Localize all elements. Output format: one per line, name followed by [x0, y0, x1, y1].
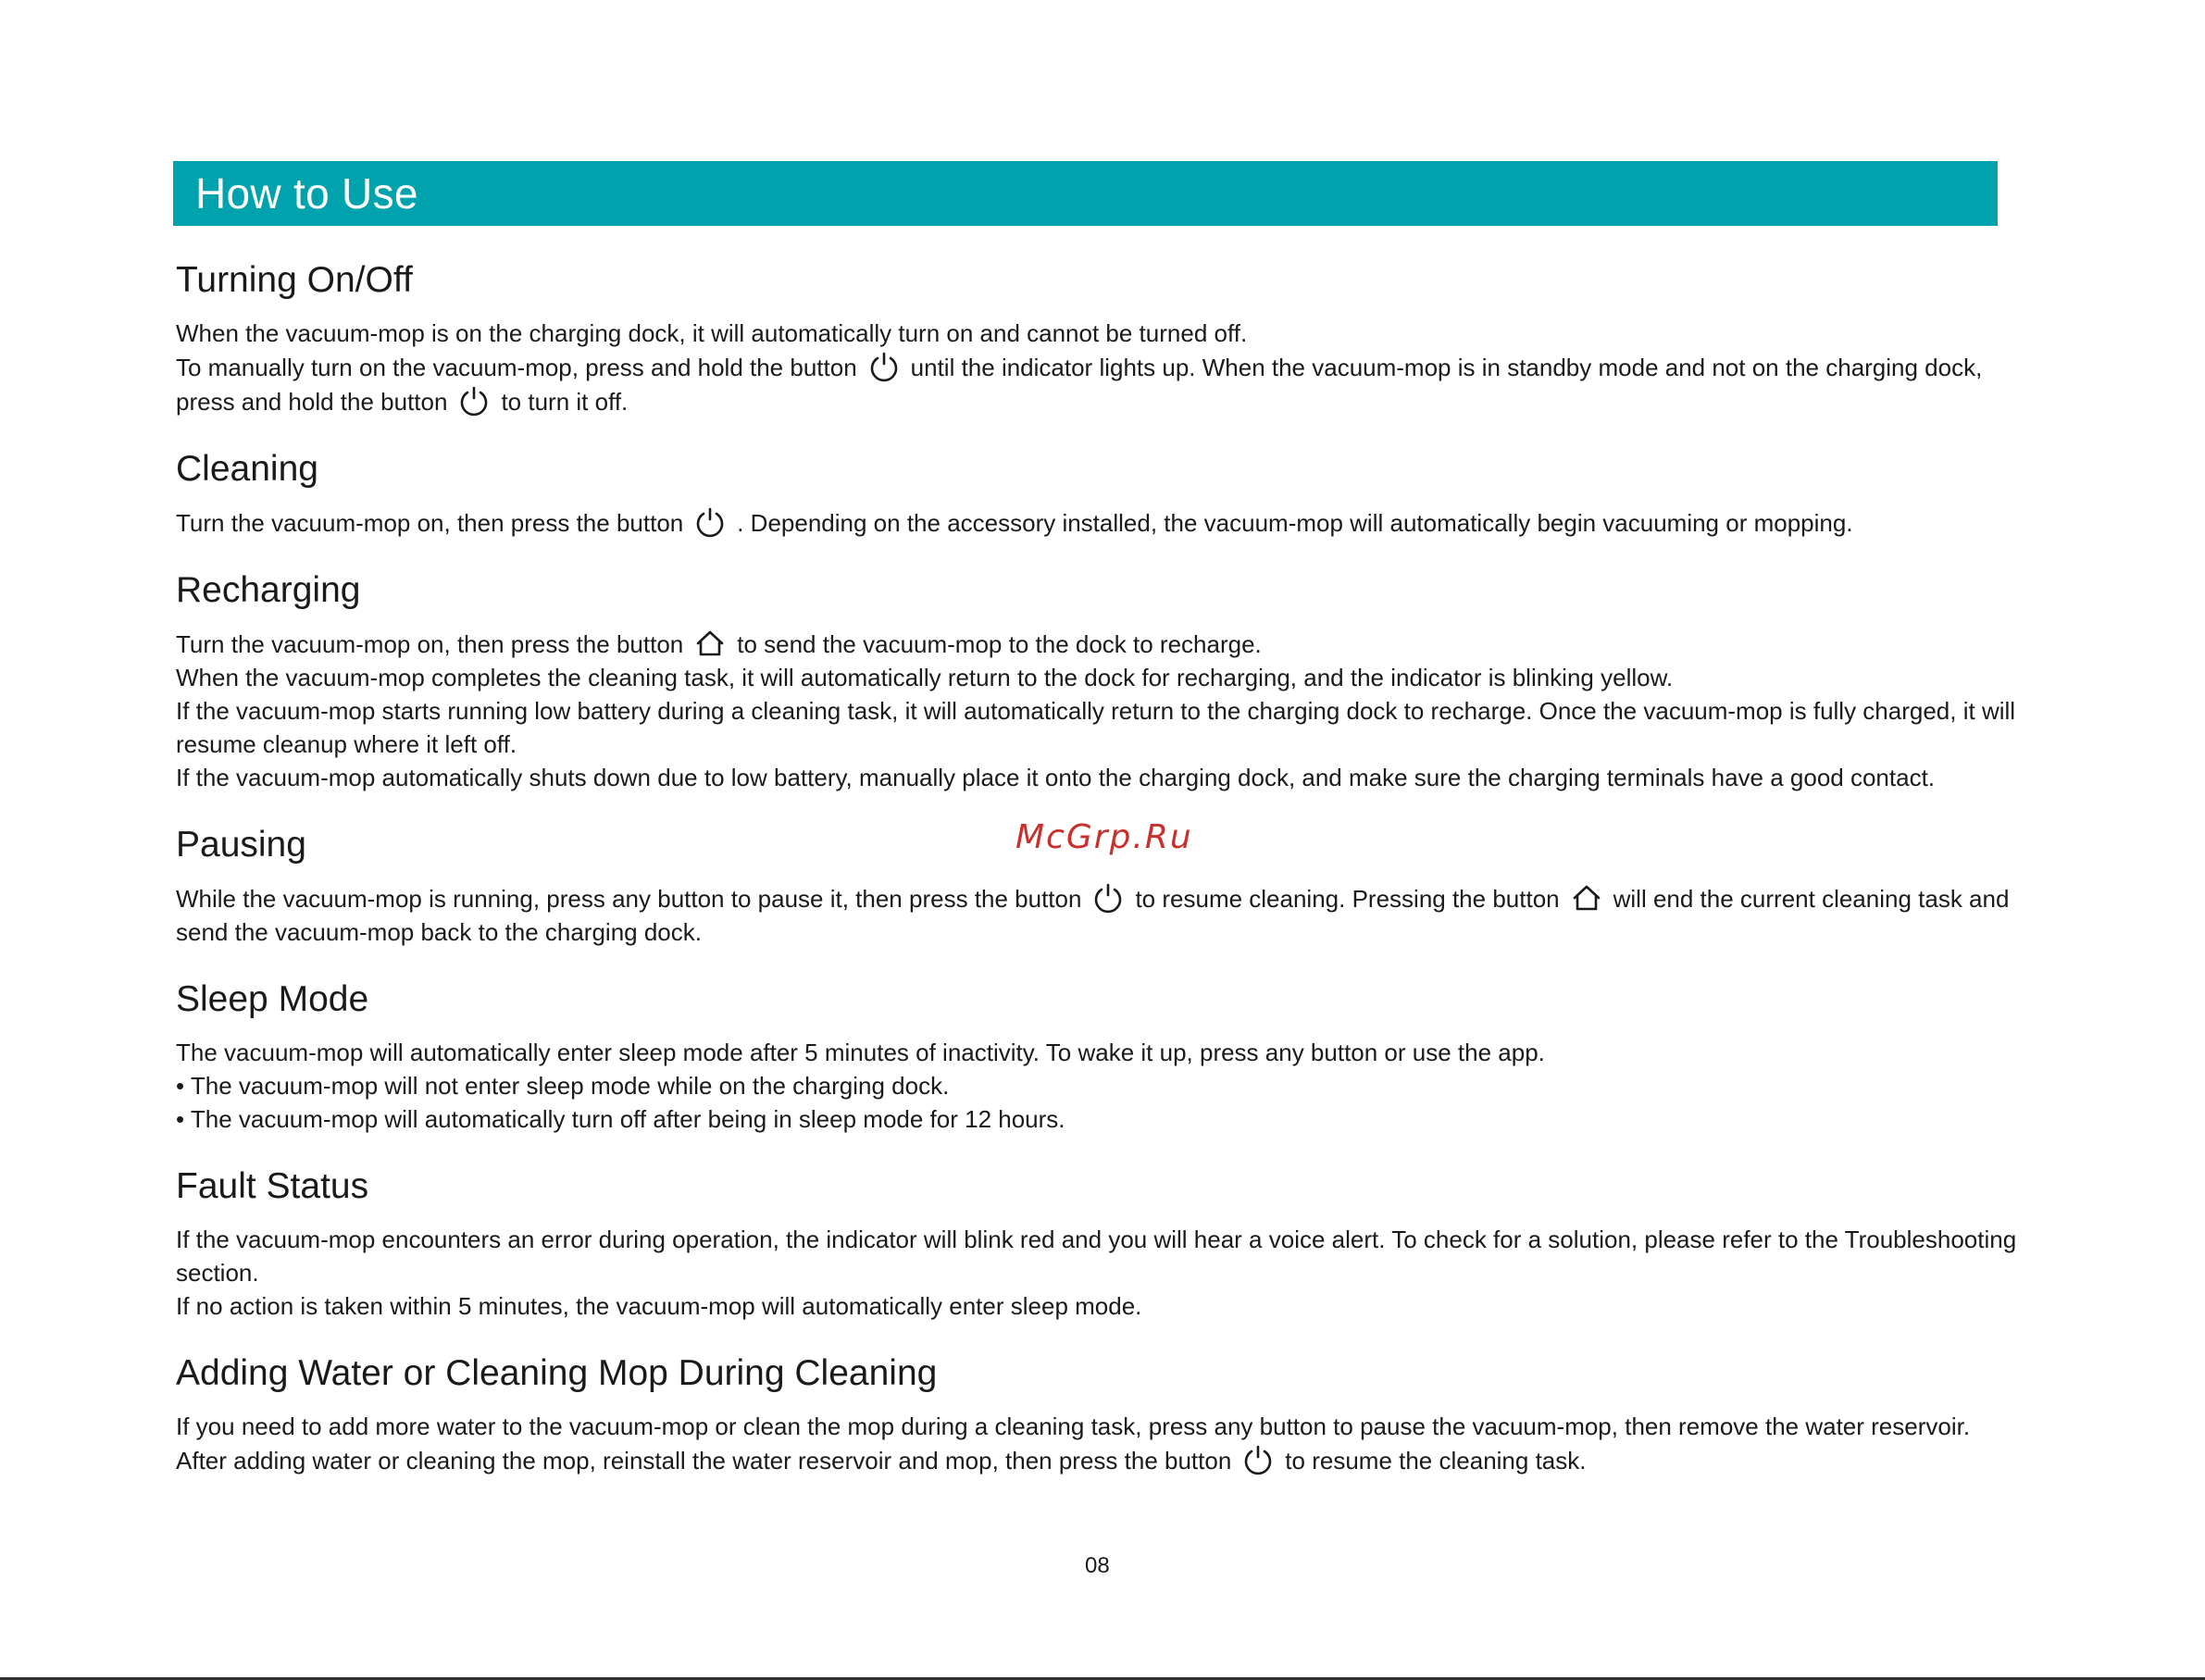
- power-icon: [692, 505, 728, 539]
- page-title: How to Use: [195, 169, 418, 218]
- section-sleep-mode: [176, 977, 2024, 1136]
- power-icon: [866, 350, 902, 383]
- section-cleaning: [176, 446, 2024, 540]
- paragraph: When the vacuum-mop is on the charging dock, it will automatically turn on and cannot be turned off.: [176, 319, 1248, 347]
- section-header-bar: [173, 161, 1998, 226]
- paragraph: To manually turn on the vacuum-mop, press and hold the button until the indicator lights up. When the vacuum-mop is in standby mode and not on the charging dock, press and hold the button to turn it off.: [176, 350, 2024, 418]
- paragraph: When the vacuum-mop completes the cleaning task, it will automatically return to the dock for recharging, and the indicator is blinking yellow.: [176, 664, 1674, 691]
- section-title: Recharging: [176, 570, 361, 610]
- paragraph: If you need to add more water to the vacuum-mop or clean the mop during a cleaning task, press any button to pause the vacuum-mop, then remove the water reservoir. After adding water or cleaning the mop, reinstall the water reservoir and mop, then press the button to resume the cleaning task.: [176, 1412, 1971, 1475]
- home-icon: [1569, 881, 1604, 915]
- power-icon: [1090, 881, 1126, 915]
- section-title: Sleep Mode: [176, 979, 369, 1019]
- section-adding-water: [176, 1350, 2024, 1477]
- section-title: Pausing: [176, 825, 306, 865]
- paragraph: While the vacuum-mop is running, press any button to pause it, then press the button to resume cleaning. Pressing the button will end the current cleaning task and send the vacuum-mop back to the charging dock.: [176, 881, 2024, 949]
- paragraph: If the vacuum-mop starts running low battery during a cleaning task, it will automatically return to the charging dock to recharge. Once the vacuum-mop is fully charged, it will resume cleanup where it left off.: [176, 697, 2016, 758]
- bullet-item: • The vacuum-mop will not enter sleep mode while on the charging dock.: [176, 1072, 950, 1100]
- section-title: Cleaning: [176, 449, 318, 489]
- paragraph: If the vacuum-mop automatically shuts down due to low battery, manually place it onto the charging dock, and make sure the charging terminals have a good contact.: [176, 764, 1936, 791]
- section-fault-status: [176, 1164, 2024, 1323]
- paragraph: Turn the vacuum-mop on, then press the button . Depending on the accessory installed, the vacuum-mop will automatically begin vacuuming or mopping.: [176, 505, 2024, 540]
- home-icon: [692, 627, 728, 660]
- paragraph: If the vacuum-mop encounters an error during operation, the indicator will blink red and you will hear a voice alert. To check for a solution, please refer to the Troubleshooting section.: [176, 1226, 2017, 1287]
- section-turning-on-off: [176, 257, 2024, 418]
- paragraph: The vacuum-mop will automatically enter sleep mode after 5 minutes of inactivity. To wake it up, press any button or use the app.: [176, 1039, 1545, 1066]
- section-title: Turning On/Off: [176, 260, 413, 300]
- power-icon: [456, 384, 492, 417]
- watermark: McGrp.Ru: [1015, 818, 1193, 856]
- section-recharging: [176, 567, 2024, 794]
- section-title: Adding Water or Cleaning Mop During Cleaning: [176, 1353, 938, 1393]
- bullet-item: • The vacuum-mop will automatically turn off after being in sleep mode for 12 hours.: [176, 1105, 1065, 1133]
- power-icon: [1240, 1443, 1276, 1476]
- paragraph: If no action is taken within 5 minutes, the vacuum-mop will automatically enter sleep mode.: [176, 1292, 1142, 1320]
- document-body: [176, 257, 2024, 1505]
- section-title: Fault Status: [176, 1166, 369, 1206]
- paragraph: Turn the vacuum-mop on, then press the button to send the vacuum-mop to the dock to recharge.: [176, 627, 2024, 661]
- page-number: 08: [1085, 1553, 1110, 1578]
